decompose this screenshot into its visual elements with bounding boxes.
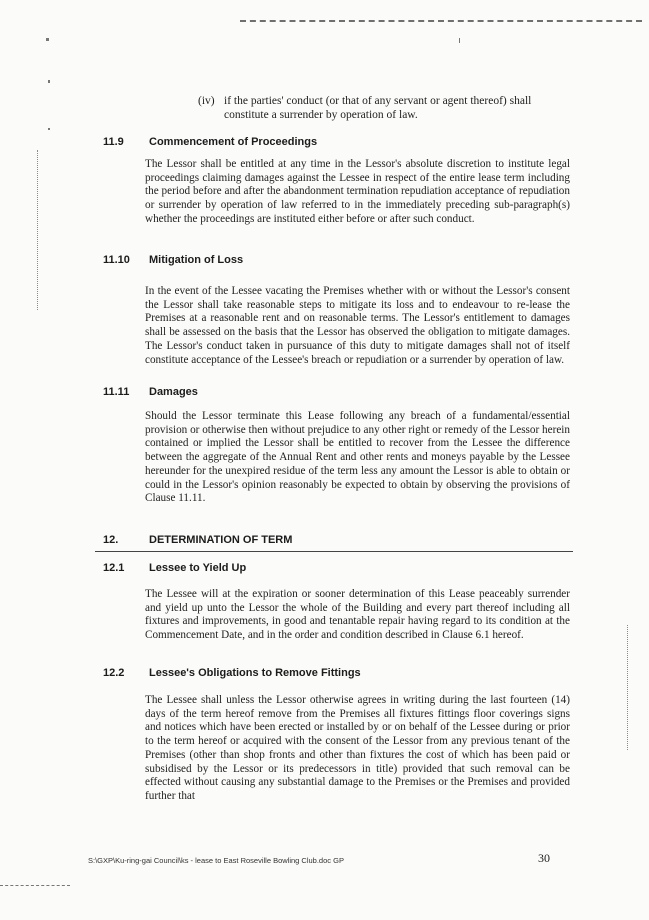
sub-item-text: if the parties' conduct (or that of any servant or agent thereof) shall constitute a surrender by operation of law. [224,95,532,121]
section-body-11-11: Should the Lessor terminate this Lease following any breach of a fundamental/essential provision or otherwise then without prejudice to any other right or remedy of the Lessor herein contained or implied the Lessor shall be entitled to recover from the Lessee the difference between the aggregate of the Annual Rent and other rents and moneys payable by the Lessee hereunder for the unexpired residue of the term less any amount the Lessor is able to obtain or could in the Lessor's opinion reasonably be expected to obtain by observing the provisions of Clause 11.11. [145,410,570,505]
section-body-12-2: The Lessee shall unless the Lessor otherwise agrees in writing during the last fourteen (14) days of the term hereof remove from the Premises all fixtures fittings floor coverings signs and notices which have been erected or installed by or on behalf of the Lessee during or prior to the term hereof or acquired with the consent of the Lessor from any previous tenant of the Premises (other than shop fronts and other than fixtures the cost of which has been paid or subsidised by the Lessor or its predecessors in title) provided that such removal can be effected without causing any substantial damage to the Premises or the Premises and provided further that [145,694,570,802]
section-title: Commencement of Proceedings [149,136,318,148]
scan-mark [48,80,50,83]
sub-item-iv [198,94,578,122]
section-number: 12. [103,534,119,546]
section-number: 11.9 [103,136,124,148]
scan-edge-dots [37,150,38,310]
sub-item-number: (iv) [198,95,215,107]
section-title: Lessee's Obligations to Remove Fittings [149,667,361,679]
section-number: 11.10 [103,254,130,266]
scan-mark [46,38,49,41]
footer-dashed-rule [0,885,70,886]
section-number: 12.2 [103,667,125,679]
footer-file-path: S:\GXP\Ku-ring-gai Council\ks - lease to East Roseville Bowling Club.doc GP [88,856,344,865]
section-body-11-10: In the event of the Lessee vacating the Premises whether with or without the Lessor's consent the Lessor shall take reasonable steps to mitigate its loss and to endeavour to re-lease the Premises at a reasonable rent and on reasonable terms. The Lessor's entitlement to damages shall be assessed on the basis that the Lessor has observed the obligation to mitigate damages. The Lessor's conduct taken in pursuance of this duty to mitigate damages shall not of itself constitute acceptance of the Lessee's breach or repudiation or a surrender by operation of law. [145,285,570,366]
section-title: Mitigation of Loss [149,254,244,266]
page-number: 30 [538,851,550,865]
section-12-rule [95,551,573,552]
section-title: DETERMINATION OF TERM [149,534,293,546]
header-dashed-rule [240,20,642,22]
section-number: 11.11 [103,386,130,398]
section-number: 12.1 [103,562,125,574]
scan-mark [459,38,460,43]
scan-mark [48,128,50,130]
section-body-12-1: The Lessee will at the expiration or sooner determination of this Lease peaceably surrender and yield up unto the Lessor the whole of the Building and every part thereof including all fixtures and improvements, in good and tenantable repair having regard to its condition at the Commencement Date, and in the order and condition described in Clause 6.1 hereof. [145,588,570,642]
section-title: Lessee to Yield Up [149,562,247,574]
section-title: Damages [149,386,198,398]
section-body-11-9: The Lessor shall be entitled at any time in the Lessor's absolute discretion to institute legal proceedings claiming damages against the Lessee in respect of the entire lease term including the period before and after the abandonment termination repudiation acceptance of repudiation or surrender by operation of law referred to in the immediately preceding sub-paragraph(s) whether the proceedings are instituted either before or after such conduct. [145,158,570,225]
scan-edge-dots [627,625,628,750]
